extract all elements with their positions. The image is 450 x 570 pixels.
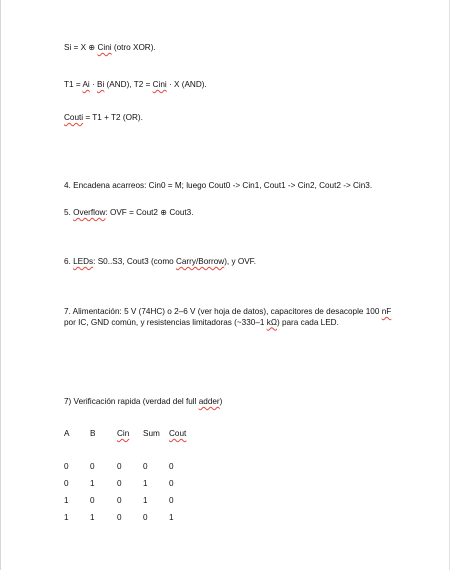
header-b: B <box>90 429 96 438</box>
spell-bi: Bi <box>97 80 105 89</box>
cell: 0 <box>90 462 95 471</box>
spell-couti: Couti <box>64 113 84 122</box>
cell: 1 <box>90 479 95 488</box>
header-cin: Cin <box>117 429 130 438</box>
header-sum: Sum <box>143 429 160 438</box>
verify-post: ) <box>219 397 223 406</box>
verify-heading <box>64 397 222 408</box>
header-a: A <box>64 429 70 438</box>
step-5-pre: 5. <box>64 208 74 217</box>
spell-nf: nF <box>381 307 392 316</box>
cell: 0 <box>64 462 69 471</box>
line-cout-post: = T1 + T2 (OR). <box>83 113 143 122</box>
cell: 0 <box>64 479 69 488</box>
spell-cini-2: Cini <box>152 80 167 89</box>
step-6-pre: 6. <box>64 257 74 266</box>
cell: 0 <box>117 462 122 471</box>
line-t-d: · X (AND). <box>166 80 207 89</box>
line-t-c: (AND), T2 = <box>104 80 153 89</box>
step-6-mid: : S0..S3, Cout3 (como <box>93 257 176 266</box>
cell: 0 <box>169 496 174 505</box>
step-4: 4. Encadena acarreos: Cin0 = M; luego Cout0 -> Cin1, Cout1 -> Cin2, Cout2 -> Cin3. <box>64 181 373 190</box>
line-si-post: (otro XOR). <box>111 43 156 52</box>
step-6 <box>64 257 256 268</box>
step-5-post: : OVF = Cout2 ⊕ Cout3. <box>105 208 194 217</box>
step-6-post: ), y OVF. <box>224 257 257 266</box>
line-t-a: T1 = <box>64 80 83 89</box>
line-t-b: · <box>89 80 97 89</box>
step-7-b: por IC, GND común, y resistencias limitadoras (~330–1 <box>64 317 267 327</box>
cell: 1 <box>143 479 148 488</box>
cell: 0 <box>169 479 174 488</box>
cell: 1 <box>143 496 148 505</box>
verify-pre: 7) Verificación rapida (verdad del full <box>64 397 199 406</box>
cell: 1 <box>64 496 69 505</box>
cell: 0 <box>90 496 95 505</box>
spell-cini: Cini <box>97 43 112 52</box>
line-t1-t2 <box>64 80 207 91</box>
spell-leds: LEDs <box>73 257 94 266</box>
cell: 1 <box>169 513 174 522</box>
cell: 0 <box>143 462 148 471</box>
header-cout: Cout <box>169 429 187 438</box>
cell: 0 <box>117 479 122 488</box>
spell-adder: adder <box>198 397 220 406</box>
cell: 1 <box>90 513 95 522</box>
step-7 <box>64 307 404 328</box>
step-7-c: ) para cada LED. <box>276 317 339 327</box>
step-5 <box>64 208 194 219</box>
line-si-pre: Si = X ⊕ <box>64 43 98 52</box>
cell: 0 <box>143 513 148 522</box>
line-si <box>64 43 156 54</box>
cell: 0 <box>117 513 122 522</box>
page-left-edge <box>0 0 1 570</box>
cell: 0 <box>117 496 122 505</box>
spell-kohm: kΩ <box>266 317 277 327</box>
spell-ai: Ai <box>82 80 90 89</box>
cell: 1 <box>64 513 69 522</box>
spell-carry-borrow: Carry/Borrow <box>175 257 225 266</box>
cell: 0 <box>169 462 174 471</box>
spell-overflow: Overflow <box>73 208 106 217</box>
step-7-a: 7. Alimentación: 5 V (74HC) o 2–6 V (ver hoja de datos), capacitores de desacople 100 <box>64 307 382 316</box>
line-cout <box>64 113 143 124</box>
